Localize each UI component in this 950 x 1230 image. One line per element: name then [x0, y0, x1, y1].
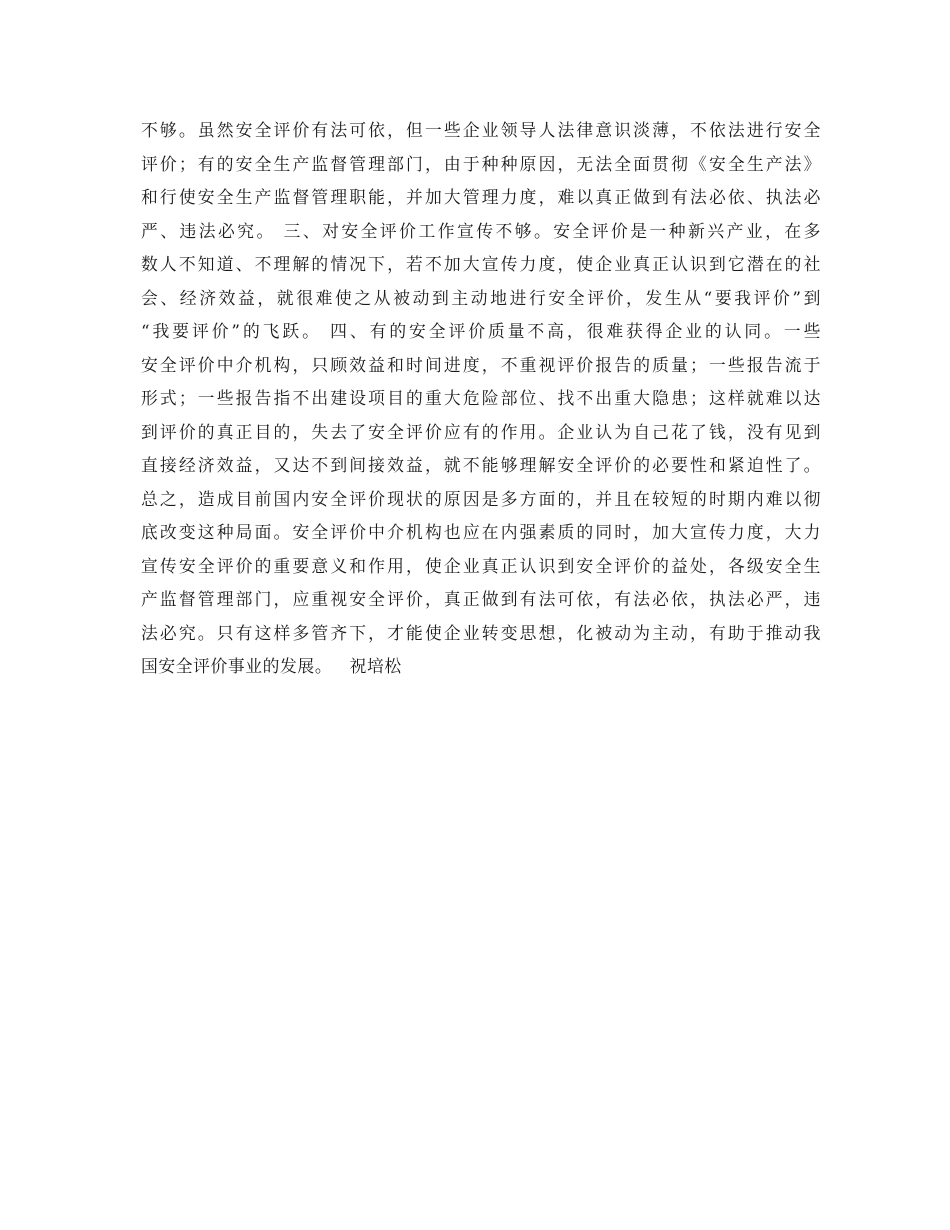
body-text [141, 114, 821, 684]
text-line: 形式；一些报告指不出建设项目的重大危险部位、找不出重大隐患；这样就难以达 [141, 388, 821, 408]
final-text-line [141, 650, 821, 684]
text-line: 直接经济效益，又达不到间接效益，就不能够理解安全评价的必要性和紧迫性了。 [141, 455, 821, 475]
text-line: 会、经济效益，就很难使之从被动到主动地进行安全评价，发生从“要我评价”到 [141, 287, 821, 308]
text-line: 到评价的真正目的，失去了安全评价应有的作用。企业认为自己花了钱，没有见到 [141, 421, 821, 442]
text-line: “我要评价”的飞跃。 四、有的安全评价质量不高，很难获得企业的认同。一些 [141, 321, 821, 341]
text-line: 安全评价中介机构，只顾效益和时间进度，不重视评价报告的质量；一些报告流于 [141, 354, 821, 375]
text-line: 产监督管理部门，应重视安全评价，真正做到有法可依，有法必依，执法必严，违 [141, 589, 821, 609]
text-line: 数人不知道、不理解的情况下，若不加大宣传力度，使企业真正认识到它潜在的社 [141, 254, 821, 274]
text-line: 评价；有的安全生产监督管理部门，由于种种原因，无法全面贯彻《安全生产法》 [141, 153, 821, 174]
text-line: 不够。虽然安全评价有法可依，但一些企业领导人法律意识淡薄，不依法进行安全 [141, 120, 821, 140]
text-line: 底改变这种局面。安全评价中介机构也应在内强素质的同时，加大宣传力度，大力 [141, 522, 821, 542]
text-line: 宣传安全评价的重要意义和作用，使企业真正认识到安全评价的益处，各级安全生 [141, 555, 821, 576]
text-line: 法必究。只有这样多管齐下，才能使企业转变思想，化被动为主动，有助于推动我 [141, 622, 821, 643]
text-line: 严、违法必究。 三、对安全评价工作宣传不够。安全评价是一种新兴产业，在多 [141, 220, 821, 241]
text-line: 总之，造成目前国内安全评价现状的原因是多方面的，并且在较短的时期内难以彻 [141, 488, 821, 509]
author-name: 祝培松 [349, 656, 402, 676]
text-line: 和行使安全生产监督管理职能，并加大管理力度，难以真正做到有法必依、执法必 [141, 187, 821, 207]
final-sentence: 国安全评价事业的发展。 [141, 656, 333, 676]
